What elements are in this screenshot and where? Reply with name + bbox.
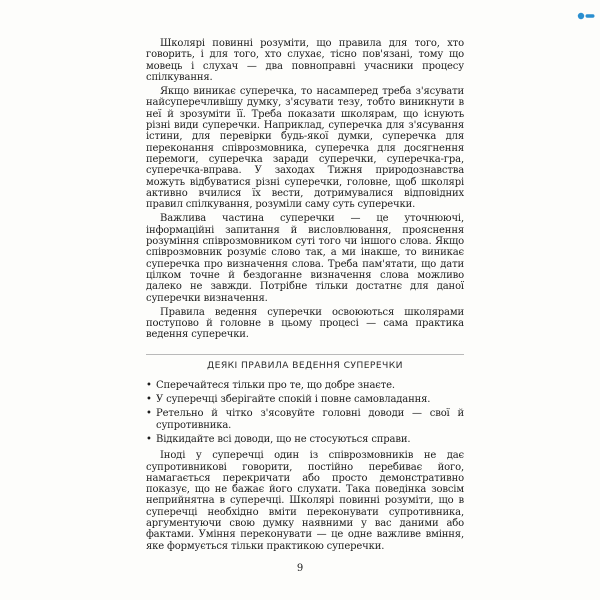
rule-item	[146, 434, 464, 445]
bullet-icon: •	[146, 408, 152, 420]
rule-text: У суперечці зберігайте спокій і повне самовладання.	[156, 394, 431, 406]
rule-text: Сперечайтеся тільки про те, що добре знаєте.	[156, 379, 395, 391]
rule-item	[146, 408, 464, 431]
bullet-icon: •	[146, 379, 152, 391]
paragraph-5: Іноді у суперечці один із співрозмовників не дає супротивникові говорити, постійно перебиває його, намагається перекричати або просто демонстративно показує, що не бажає його слухати. Така поведінка зовсім неприйнятна в суперечці. Школярі повинні розуміти, що в суперечці необхідно вміти переконувати супротивника, аргументуючи свою думку наявними у вас даними або фактами. Уміння переконувати — це одне важливе вміння, яке формується тільки практикою суперечки.	[146, 450, 464, 552]
rule-text: Відкидайте всі доводи, що не стосуються справи.	[156, 433, 411, 445]
page-number: 9	[296, 563, 304, 574]
paragraph-4: Правила ведення суперечки освоюються школярами поступово й головне в цьому процесі — сама практика ведення суперечки.	[146, 306, 464, 341]
bullet-icon: •	[146, 394, 152, 406]
section-heading: ДЕЯКІ ПРАВИЛА ВЕДЕННЯ СУПЕРЕЧКИ	[146, 354, 464, 371]
rule-item	[146, 394, 464, 405]
paragraph-3: Важлива частина суперечки — це уточнюючі, інформаційні запитання й висловлювання, прояснення розуміння співрозмовником суті того чи іншого слова. Якщо співрозмовник розуміє слово так, а ми інакше, то виникає суперечка про визначення слова. Треба пам'ятати, що дати цілком точне й бездоганне визначення слова можливо далеко не завжди. Потрібне тільки достатнє для даної суперечки визначення.	[146, 213, 464, 304]
rule-text: Ретельно й чітко з'ясовуйте головні доводи — свої й супротивника.	[156, 408, 464, 431]
bullet-icon: •	[146, 433, 152, 445]
rules-list	[146, 380, 464, 445]
paragraph-1: Школярі повинні розуміти, що правила для того, хто говорить, і для того, хто слухає, тісно пов'язані, тому що мовець і слухач — два повноправні учасники процесу спілкування.	[146, 38, 464, 83]
paragraph-2: Якщо виникає суперечка, то насамперед треба з'ясувати найсуперечливішу думку, з'ясувати тезу, тобто виникнути в неї й зрозуміти її. Треба показати школярам, що існують різні види суперечки. Наприклад, суперечка для з'ясування істини, для перевірки будь-якої думки, суперечка для переконання співрозмовника, суперечка для досягнення перемоги, суперечка заради суперечки, суперечка-гра, суперечка-вправа. У заходах Тижня природознавства можуть відбуватися різні суперечки, головне, щоб школярі активно вчилися їх вести, дотримувалися відповідних правил спілкування, розуміли саму суть суперечки.	[146, 86, 464, 211]
rule-item	[146, 380, 464, 391]
publisher-logo-icon	[576, 11, 596, 21]
page-content	[146, 38, 464, 555]
